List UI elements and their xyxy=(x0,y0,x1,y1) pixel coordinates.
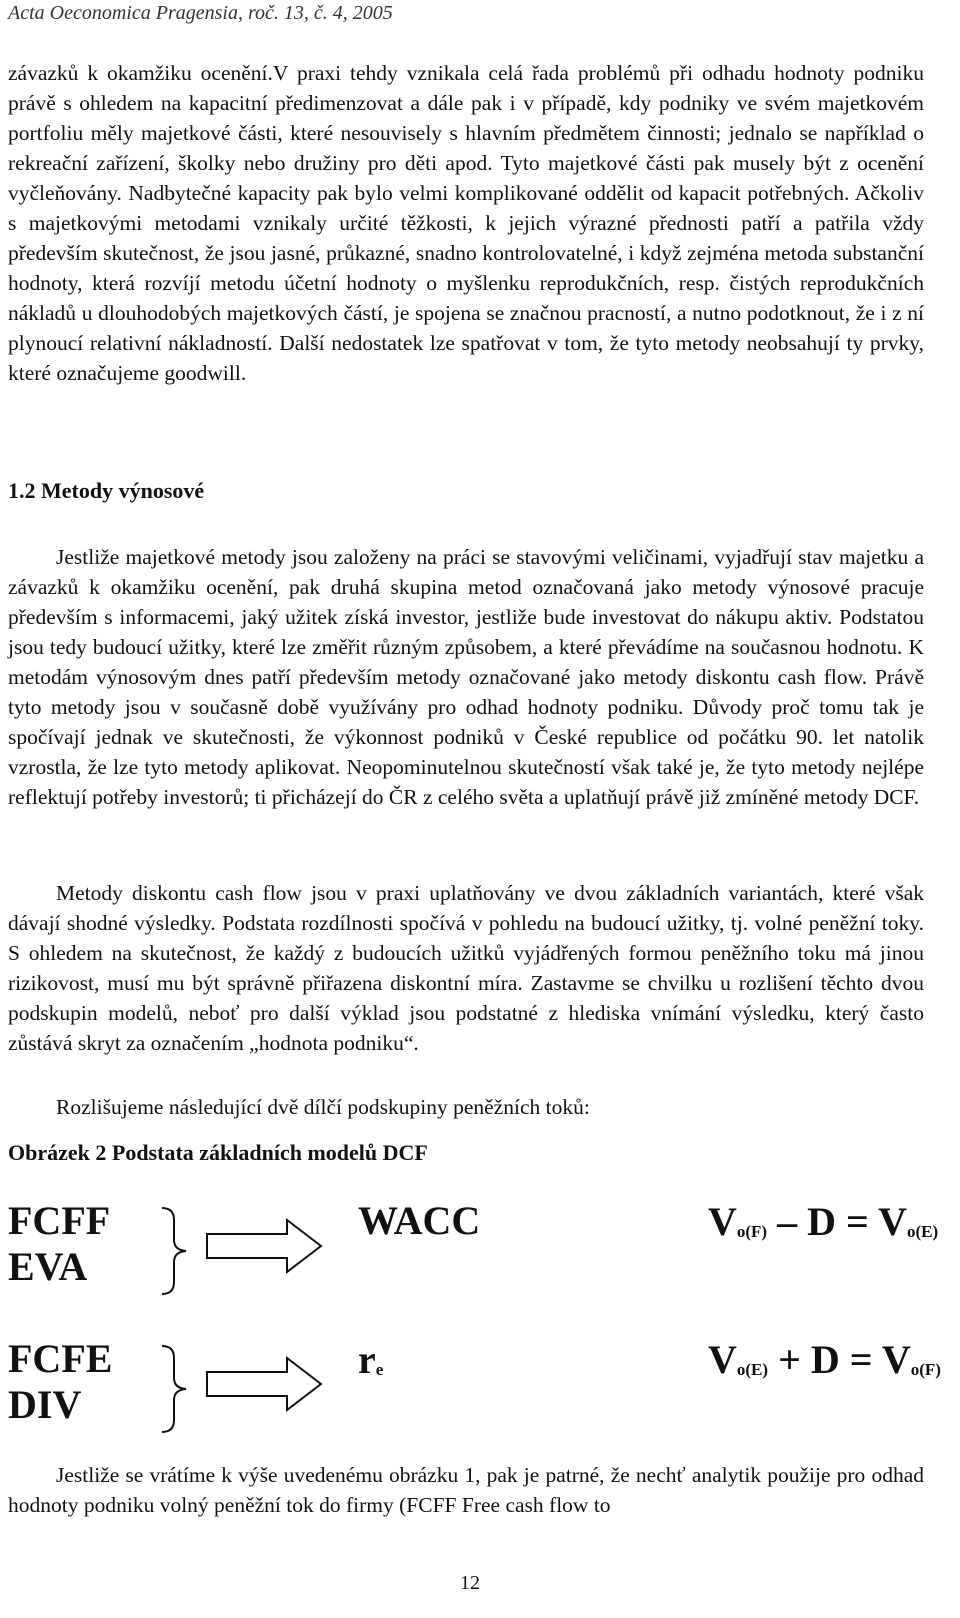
paragraph-asset-methods: závazků k okamžiku ocenění.V praxi tehdy vznikala celá řada problémů při odhadu hodnoty podniku právě s ohledem na kapacitní předimenzovat a dále pak i v případě, kdy podniky ve svém majetkovém portfoliu měly majetkové části, které nesouvisely s hlavním předmětem činnosti; jednalo se například o rekreační zařízení, školky nebo družiny pro děti apod. Tyto majetkové části pak musely být z ocenění vyčleňovány. Nadbytečné kapacity pak bylo velmi komplikované oddělit od kapacit potřebných. Ačkoliv s majetkovými metodami vznikaly určité těžkosti, k jejich výrazné přednosti patří a patřila vždy především skutečnost, že jsou jasné, průkazné, snadno kontrolovatelné, i když zejména metoda substanční hodnoty, která rozvíjí metodu účetní hodnoty o myšlenku reprodukčních, resp. čistých reprodukčních nákladů u dlouhodobých majetkových částí, je spojena se značnou pracností, a nutno podotknout, že i z ní plynoucí relativní nákladností. Další nedostatek lze spatřovat v tom, že tyto metody neobsahují ty prvky, které označujeme goodwill. xyxy=(8,61,924,385)
arrow-right-icon xyxy=(205,1356,325,1412)
label-fcfe: FCFE xyxy=(8,1336,113,1381)
paragraph-subgroups: Rozlišujeme následující dvě dílčí podskupiny peněžních toků: xyxy=(56,1095,590,1119)
label-wacc: WACC xyxy=(358,1198,481,1243)
formula-firm-value: $V_{o(F)} - D = V_{o(E)}$ xyxy=(708,1199,939,1244)
figure-caption: Obrázek 2 Podstata základních modelů DCF xyxy=(8,1140,428,1165)
label-fcff: FCFF xyxy=(8,1198,111,1243)
label-div: DIV xyxy=(8,1382,82,1427)
brace-icon xyxy=(160,1344,190,1434)
arrow-right-icon xyxy=(205,1218,325,1274)
label-eva: EVA xyxy=(8,1244,88,1289)
paragraph-closing: Jestliže se vrátíme k výše uvedenému obrázku 1, pak je patrné, že nechť analytik použije pro odhad hodnoty podniku volný peněžní tok do firmy (FCFF Free cash flow to xyxy=(8,1463,924,1517)
formula-equity-value: $V_{o(E)} + D = V_{o(F)}$ xyxy=(708,1337,941,1382)
section-heading: 1.2 Metody výnosové xyxy=(8,478,205,503)
page-number: 12 xyxy=(460,1572,480,1594)
brace-icon xyxy=(160,1206,190,1296)
label-cost-of-equity: $r_e$ xyxy=(358,1337,384,1382)
journal-running-header: Acta Oeconomica Pragensia, roč. 13, č. 4, 2005 xyxy=(8,2,393,24)
paragraph-income-methods: Jestliže majetkové metody jsou založeny na práci se stavovými veličinami, vyjadřují stav majetku a závazků k okamžiku ocenění, pak druhá skupina metod označovaná jako metody výnosové pracuje především s informacemi, jaký užitek získá investor, jestliže bude investovat do nákupu aktiv. Podstatou jsou tedy budoucí užitky, které lze změřit různým způsobem, a které převádíme na současnou hodnotu. K metodám výnosovým dnes patří především metody označované jako metody diskontu cash flow. Právě tyto metody jsou v současně době využívány pro odhad hodnoty podniku. Důvody proč tomu tak je spočívají jednak ve skutečnosti, že výkonnost podniků v České republice od počátku 90. let natolik vzrostla, že lze tyto metody aplikovat. Neopominutelnou skutečností však také je, že tyto metody nejlépe reflektují potřeby investorů; ti přicházejí do ČR z celého světa a uplatňují právě již zmíněné metody DCF. xyxy=(8,545,924,809)
paragraph-dcf-variants: Metody diskontu cash flow jsou v praxi uplatňovány ve dvou základních variantách, které však dávají shodné výsledky. Podstata rozdílnosti spočívá v pohledu na budoucí užitky, tj. volné peněžní toky. S ohledem na skutečnost, že každý z budoucích užitků vyjádřených formou peněžního toku má jinou rizikovost, musí mu být správně přiřazena diskontní míra. Zastavme se chvilku u rozlišení těchto dvou podskupin modelů, neboť pro další výklad jsou podstatné z hlediska vnímání výsledku, který často zůstává skryt za označením „hodnota podniku“. xyxy=(8,881,924,1055)
